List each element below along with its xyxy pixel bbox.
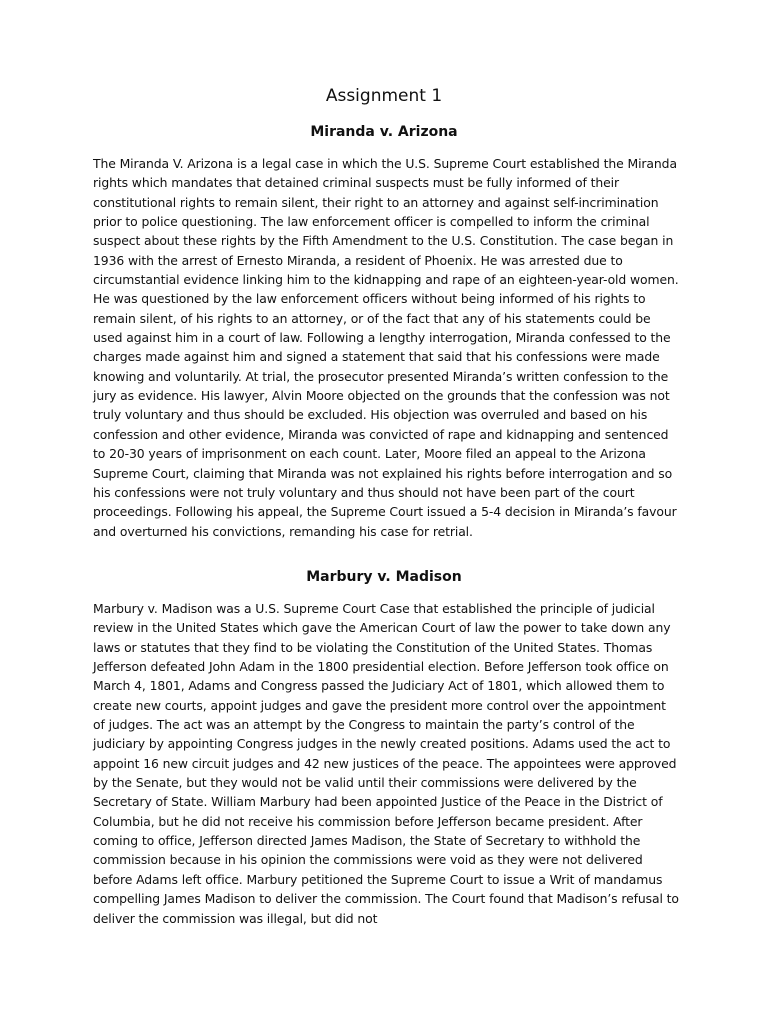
section-body-miranda: The Miranda V. Arizona is a legal case in which the U.S. Supreme Court established the Miranda rights which mandates that detained criminal suspects must be fully informed of their constitutional rights to remain silent, their right to an attorney and against self-incrimination prior to police questioning. The law enforcement officer is compelled to inform the criminal suspect about these rights by the Fifth Amendment to the U.S. Constitution. The case began in 1936 with the arrest of Ernesto Miranda, a resident of Phoenix. He was arrested due to circumstantial evidence linking him to the kidnapping and rape of an eighteen-year-old women. He was questioned by the law enforcement officers without being informed of his rights to remain silent, of his rights to an attorney, or of the fact that any of his statements could be used against him in a court of law. Following a lengthy interrogation, Miranda confessed to the charges made against him and signed a statement that said that his confessions were made knowing and voluntarily. At trial, the prosecutor presented Miranda’s written confession to the jury as evidence. His lawyer, Alvin Moore objected on the grounds that the confession was not truly voluntary and thus should be excluded. His objection was overruled and based on his confession and other evidence, Miranda was convicted of rape and kidnapping and sentenced to 20-30 years of imprisonment on each count. Later, Moore filed an appeal to the Arizona Supreme Court, claiming that Miranda was not explained his rights before interrogation and so his confessions were not truly voluntary and thus should not have been part of the court proceedings. Following his appeal, the Supreme Court issued a 5-4 decision in Miranda’s favour and overturned his convictions, remanding his case for retrial. [93,156,679,539]
section-heading-miranda: Miranda v. Arizona [310,124,458,140]
document-title: Assignment 1 [325,86,443,106]
section-body-marbury: Marbury v. Madison was a U.S. Supreme Court Case that established the principle of judicial review in the United States which gave the American Court of law the power to take down any laws or statutes that they find to be violating the Constitution of the United States. Thomas Jefferson defeated John Adam in the 1800 presidential election. Before Jefferson took office on March 4, 1801, Adams and Congress passed the Judiciary Act of 1801, which allowed them to create new courts, appoint judges and gave the president more control over the appointment of judges. The act was an attempt by the Congress to maintain the party’s control of the judiciary by appointing Congress judges in the newly created positions. Adams used the act to appoint 16 new circuit judges and 42 new justices of the peace. The appointees were approved by the Senate, but they would not be valid until their commissions were delivered by the Secretary of State. William Marbury had been appointed Justice of the Peace in the District of Columbia, but he did not receive his commission before Jefferson became president. After coming to office, Jefferson directed James Madison, the State of Secretary to withhold the commission because in his opinion the commissions were void as they were not delivered before Adams left office. Marbury petitioned the Supreme Court to issue a Writ of mandamus compelling James Madison to deliver the commission. The Court found that Madison’s refusal to deliver the commission was illegal, but did not [93,601,679,926]
section-heading-marbury: Marbury v. Madison [306,569,462,585]
